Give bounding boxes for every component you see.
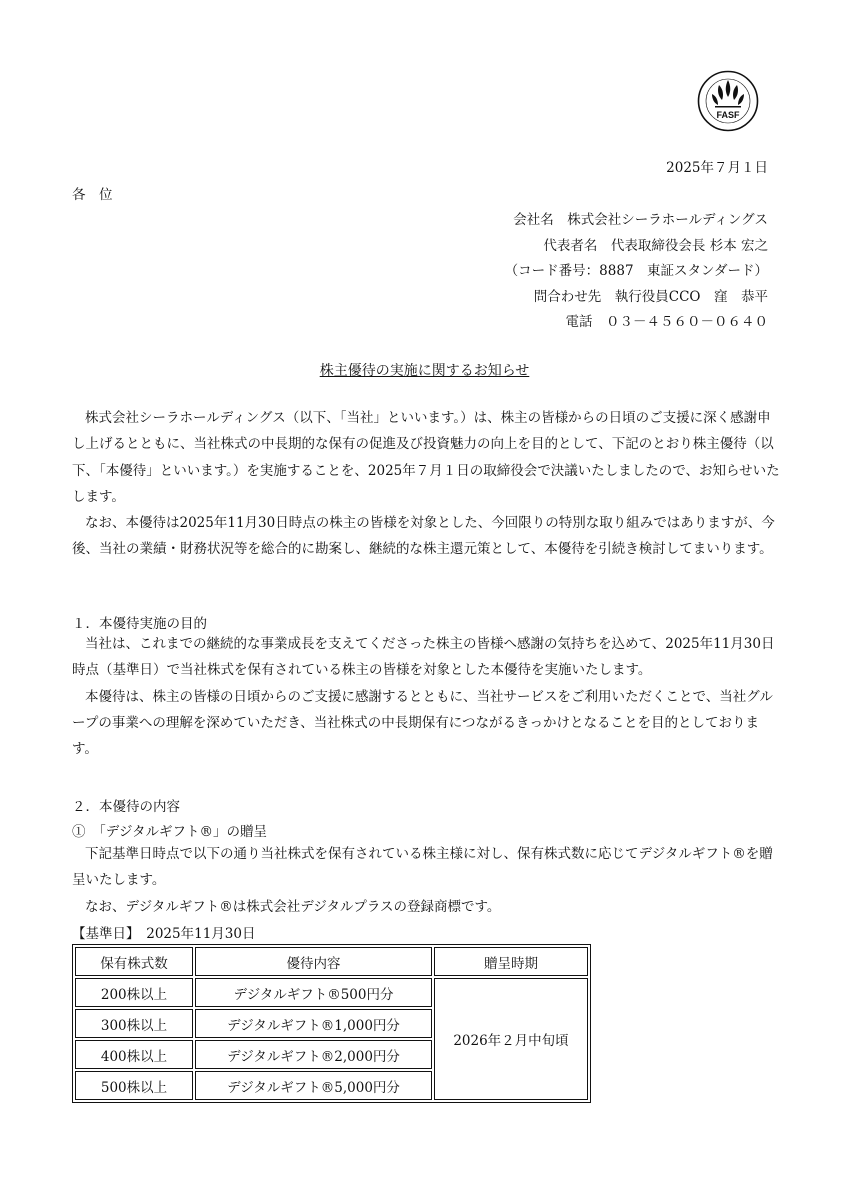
- table-row: [75, 978, 588, 1007]
- shares-cell: 200株以上: [75, 978, 193, 1007]
- intro-paragraph: なお、本優待は2025年11月30日時点の株主の皆様を対象とした、今回限りの特別な取り組みではありますが、今後、当社の業績・財務状況等を総合的に勘案し、継続的な株主還元策として、本優待を引続き検討してまいります。: [72, 515, 775, 558]
- header-benefit: 優待内容: [195, 947, 432, 976]
- benefit-table: [72, 944, 591, 1103]
- header-shares: 保有株式数: [75, 947, 193, 976]
- phone-number: 電話 ０３－４５６０－０６４０: [565, 314, 768, 330]
- date: 2025年７月１日: [666, 160, 768, 176]
- section1-body: [72, 631, 780, 762]
- section1-heading: １．本優待実施の目的: [72, 616, 207, 632]
- shares-cell: 400株以上: [75, 1040, 193, 1069]
- section2-subheading: ① 「デジタルギフト®」の贈呈: [72, 824, 267, 840]
- shares-cell: 500株以上: [75, 1071, 193, 1100]
- section2-paragraph: 下記基準日時点で以下の通り当社株式を保有されている株主様に対し、保有株式数に応じてデジタルギフト®を贈呈いたします。: [72, 846, 773, 889]
- section2-body: [72, 841, 780, 920]
- section1-paragraph: 本優待は、株主の皆様の日頃からのご支援に感謝するとともに、当社サービスをご利用いただくことで、当社グループの事業への理解を深めていただき、当社株式の中長期保有につながるきっかけとなることを目的としております。: [72, 688, 773, 758]
- stock-code: （コード番号：8887 東証スタンダード）: [504, 263, 768, 279]
- contact-person: 問合わせ先 執行役員CCO 窪 恭平: [533, 289, 768, 305]
- benefit-cell: デジタルギフト®1,000円分: [195, 1009, 432, 1038]
- intro-paragraph: 株式会社シーラホールディングス（以下、「当社」といいます。）は、株主の皆様からの日頃のご支援に深く感謝申し上げるとともに、当社株式の中長期的な保有の促進及び投資魅力の向上を目的として、下記のとおり株主優待（以下、「本優待」といいます。）を実施することを、2025年７月１日の取締役会で決議いたしましたので、お知らせいたします。: [72, 410, 780, 505]
- recipient: 各 位: [72, 187, 113, 203]
- logo-text: FASF: [716, 110, 740, 120]
- company-name: 会社名 株式会社シーラホールディングス: [513, 212, 768, 228]
- shares-cell: 300株以上: [75, 1009, 193, 1038]
- record-date: 【基準日】 2025年11月30日: [72, 926, 256, 942]
- timing-cell: 2026年２月中旬頃: [434, 978, 588, 1100]
- section2-heading: ２．本優待の内容: [72, 799, 180, 815]
- table-header-row: [75, 947, 588, 976]
- benefit-cell: デジタルギフト®5,000円分: [195, 1071, 432, 1100]
- benefit-cell: デジタルギフト®2,000円分: [195, 1040, 432, 1069]
- header-timing: 贈呈時期: [434, 947, 588, 976]
- fasf-logo: [697, 70, 759, 132]
- section2-paragraph: なお、デジタルギフト®は株式会社デジタルプラスの登録商標です。: [85, 898, 501, 915]
- intro-section: [72, 405, 780, 563]
- document-title: 株主優待の実施に関するお知らせ: [319, 363, 530, 379]
- section1-paragraph: 当社は、これまでの継続的な事業成長を支えてくださった株主の皆様へ感謝の気持ちを込めて、2025年11月30日時点（基準日）で当社株式を保有されている株主の皆様を対象とした本優待を実施いたします。: [72, 636, 775, 679]
- representative: 代表者名 代表取締役会長 杉本 宏之: [543, 238, 768, 254]
- benefit-cell: デジタルギフト®500円分: [195, 978, 432, 1007]
